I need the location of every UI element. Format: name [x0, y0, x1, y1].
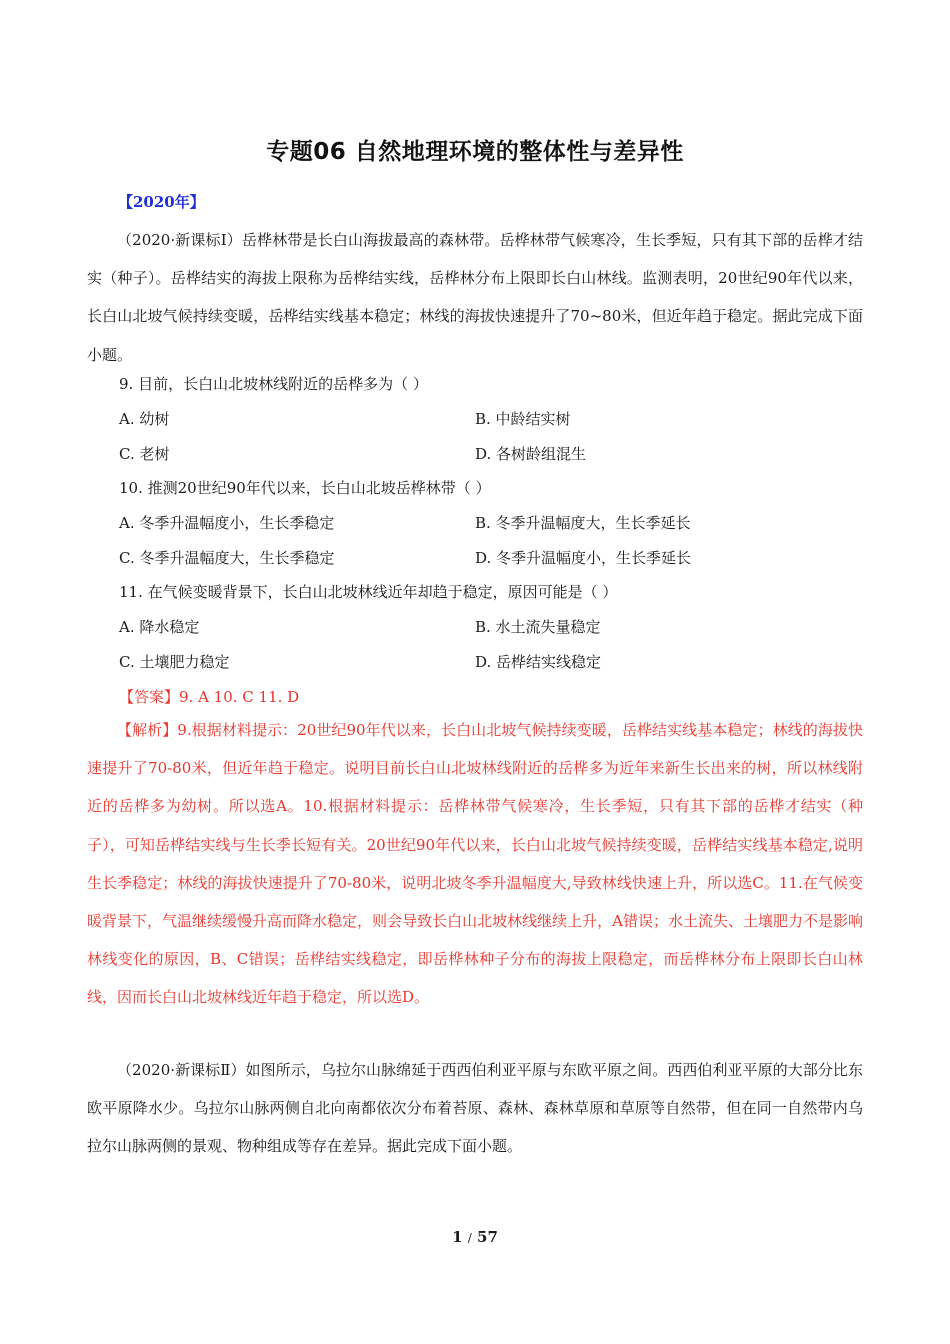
passage-1: （2020·新课标Ⅰ）岳桦林带是长白山海拔最高的森林带。岳桦林带气候寒冷，生长季短，只有其下部的岳桦才结实（种子）。岳桦结实的海拔上限称为岳桦结实线，岳桦林分布上限即长白山林线。监测表明，20世纪90年代以来，长白山北坡气候持续变暖，岳桦结实线基本稳定；林线的海拔快速提升了70~80米，但近年趋于稳定。据此完成下面小题。 — [87, 231, 863, 364]
question-10-option-b: B. 冬季升温幅度大，生长季延长 — [475, 514, 691, 532]
question-9-option-c: C. 老树 — [119, 445, 170, 463]
page-number — [0, 1228, 950, 1246]
question-10-option-a: A. 冬季升温幅度小，生长季稳定 — [119, 514, 335, 532]
question-11-option-d: D. 岳桦结实线稳定 — [475, 653, 602, 671]
page-title: 专题06 自然地理环境的整体性与差异性 — [266, 139, 684, 165]
question-9-option-b: B. 中龄结实树 — [475, 410, 571, 428]
question-10-stem: 10. 推测20世纪90年代以来，长白山北坡岳桦林带（ ） — [119, 479, 491, 497]
passage-2: （2020·新课标Ⅱ）如图所示，乌拉尔山脉绵延于西西伯利亚平原与东欧平原之间。西西伯利亚平原的大部分比东欧平原降水少。乌拉尔山脉两侧自北向南都依次分布着苔原、森林、森林草原和草原等自然带，但在同一自然带内乌拉尔山脉两侧的景观、物种组成等存在差异。据此完成下面小题。 — [87, 1061, 863, 1156]
analysis-paragraph: 【解析】9.根据材料提示：20世纪90年代以来，长白山北坡气候持续变暖，岳桦结实线基本稳定；林线的海拔快速提升了70-80米，但近年趋于稳定。说明目前长白山北坡林线附近的岳桦多为近年来新生长出来的树，所以林线附近的岳桦多为幼树。所以选A。10.根据材料提示：岳桦林带气候寒冷，生长季短，只有其下部的岳桦才结实（种子），可知岳桦结实线与生长季长短有关。20世纪90年代以来，长白山北坡气候持续变暖，岳桦结实线基本稳定,说明生长季稳定；林线的海拔快速提升了70-80米，说明北坡冬季升温幅度大,导致林线快速上升，所以选C。11.在气候变暖背景下，气温继续缓慢升高而降水稳定，则会导致长白山北坡林线继续上升，A错误；水土流失、土壤肥力不是影响林线变化的原因，B、C错误；岳桦结实线稳定，即岳桦林种子分布的海拔上限稳定，而岳桦林分布上限即长白山林线，因而长白山北坡林线近年趋于稳定，所以选D。 — [87, 721, 863, 1007]
question-9-option-a: A. 幼树 — [119, 410, 170, 428]
page-total: 57 — [477, 1228, 498, 1246]
page-separator: / — [467, 1231, 472, 1245]
question-9-stem: 9. 目前，长白山北坡林线附近的岳桦多为（ ） — [119, 375, 428, 393]
page-current: 1 — [452, 1228, 463, 1246]
question-11-option-a: A. 降水稳定 — [119, 618, 200, 636]
question-11-option-b: B. 水土流失量稳定 — [475, 618, 601, 636]
answer-line: 【答案】9. A 10. C 11. D — [119, 688, 300, 706]
question-10-option-c: C. 冬季升温幅度大，生长季稳定 — [119, 549, 335, 567]
question-10-option-d: D. 冬季升温幅度小，生长季延长 — [475, 549, 692, 567]
question-9-option-d: D. 各树龄组混生 — [475, 445, 587, 463]
question-11-option-c: C. 土壤肥力稳定 — [119, 653, 230, 671]
year-tag: 【2020年】 — [118, 193, 205, 211]
question-11-stem: 11. 在气候变暖背景下，长白山北坡林线近年却趋于稳定，原因可能是（ ） — [119, 583, 618, 601]
